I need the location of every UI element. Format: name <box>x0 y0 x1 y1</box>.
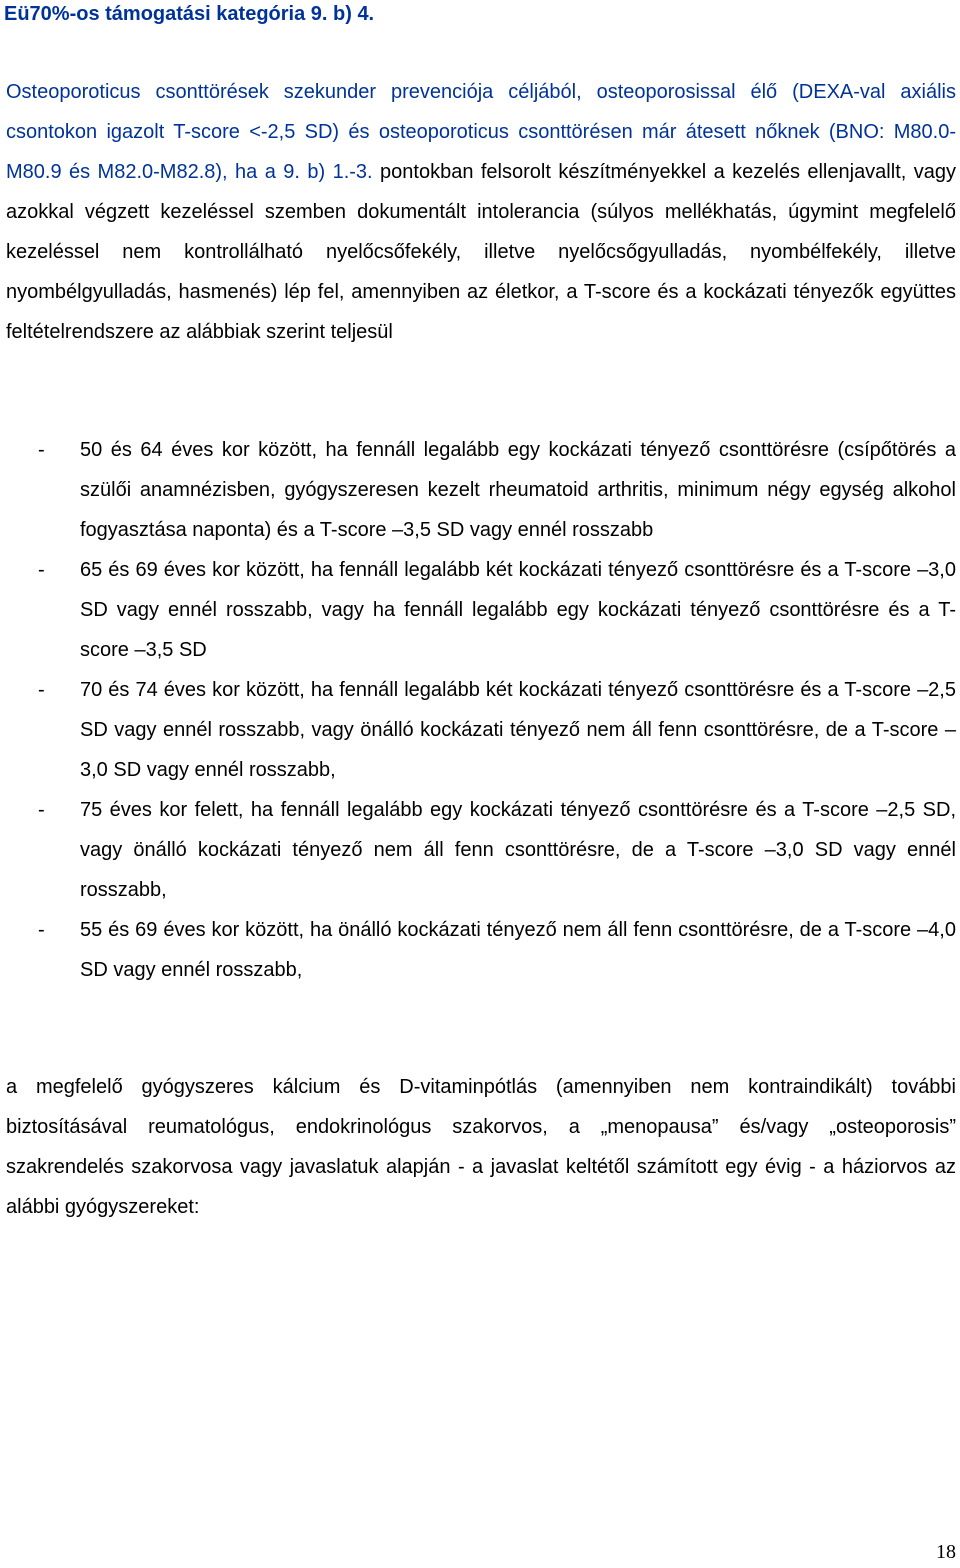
criteria-item-text: 70 és 74 éves kor között, ha fennáll legalább két kockázati tényező csonttörésre és a T-score –2,5 SD vagy ennél rosszabb, vagy önálló kockázati tényező nem áll fenn csonttörésre, de a T-score –3,0 SD vagy ennél rosszabb, <box>80 679 956 781</box>
section-heading: Eü70%-os támogatási kategória 9. b) 4. <box>4 3 375 25</box>
criteria-item <box>6 550 956 670</box>
intro-highlighted-text: Osteoporoticus csonttörések szekunder prevenciója céljából, osteoporosissal élő (DEXA-val axiális csontokon igazolt T-score <-2,5 SD) és osteoporoticus csonttörésen már átesett nőknek (BNO: M80.0-M80.9 és M82.0-M82.8), ha a 9. b) 1.-3. <box>6 81 956 183</box>
list-dash: - <box>38 799 45 821</box>
criteria-list <box>6 430 956 990</box>
page-number: 18 <box>936 1541 956 1563</box>
closing-paragraph: a megfelelő gyógyszeres kálcium és D-vitaminpótlás (amennyiben nem kontraindikált) további biztosításával reumatológus, endokrinológus szakorvos, a „menopausa” és/vagy „osteoporosis” szakrendelés szakorvosa vagy javaslatuk alapján - a javaslat keltétől számított egy évig - a háziorvos az alábbi gyógyszereket: <box>6 1076 956 1218</box>
criteria-item <box>6 430 956 550</box>
criteria-item-text: 50 és 64 éves kor között, ha fennáll legalább egy kockázati tényező csonttörésre (csípőtörés a szülői anamnézisben, gyógyszeresen kezelt rheumatoid arthritis, minimum négy egység alkohol fogyasztása naponta) és a T-score –3,5 SD vagy ennél rosszabb <box>80 439 956 541</box>
list-dash: - <box>38 559 45 581</box>
criteria-item <box>6 910 956 990</box>
criteria-item <box>6 790 956 910</box>
list-dash: - <box>38 919 45 941</box>
criteria-item <box>6 670 956 790</box>
criteria-item-text: 75 éves kor felett, ha fennáll legalább egy kockázati tényező csonttörésre és a T-score –2,5 SD, vagy önálló kockázati tényező nem áll fenn csonttörésre, de a T-score –3,0 SD vagy ennél rosszabb, <box>80 799 956 901</box>
criteria-item-text: 55 és 69 éves kor között, ha önálló kockázati tényező nem áll fenn csonttörésre, de a T-score –4,0 SD vagy ennél rosszabb, <box>80 919 956 981</box>
list-dash: - <box>38 679 45 701</box>
criteria-item-text: 65 és 69 éves kor között, ha fennáll legalább két kockázati tényező csonttörésre és a T-score –3,0 SD vagy ennél rosszabb, vagy ha fennáll legalább egy kockázati tényező csonttörésre és a T-score –3,5 SD <box>80 559 956 661</box>
list-dash: - <box>38 439 45 461</box>
intro-body-text: pontokban felsorolt készítményekkel a kezelés ellenjavallt, vagy azokkal végzett kezeléssel szemben dokumentált intolerancia (súlyos mellékhatás, úgymint megfelelő kezeléssel nem kontrollálható nyelőcsőfekély, illetve nyelőcsőgyulladás, nyombélfekély, illetve nyombélgyulladás, hasmenés) lép fel, amennyiben az életkor, a T-score és a kockázati tényezők együttes feltételrendszere az alábbiak szerint teljesül <box>6 161 956 343</box>
intro-paragraph <box>6 72 956 352</box>
